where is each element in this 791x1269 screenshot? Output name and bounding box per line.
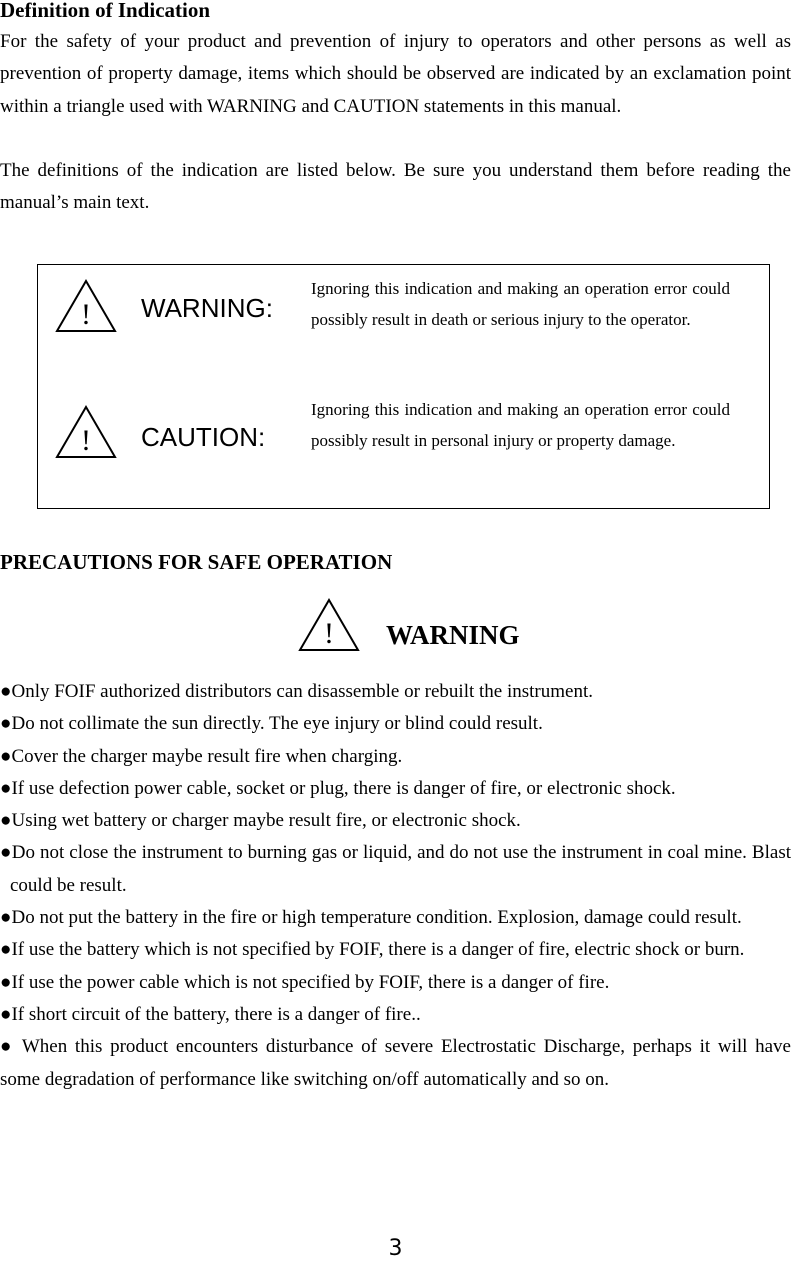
warning-description: Ignoring this indication and making an operation error could possibly result in death or serious injury to the operator. (311, 279, 730, 329)
warning-label: WARNING: (141, 293, 273, 323)
list-item: ●If use the power cable which is not specified by FOIF, there is a danger of fire. (0, 971, 610, 993)
definition-paragraph-1: For the safety of your product and prevention of injury to operators and other persons as well as prevention of property damage, items which should be observed are indicated by an exclamation point within a triangle used with WARNING and CAUTION statements in this manual. (0, 31, 791, 117)
definition-title: Definition of Indication (0, 0, 211, 22)
bullet-icon: ● (0, 810, 12, 832)
definition-paragraph-2: The definitions of the indication are listed below. Be sure you understand them before reading the manual’s main text. (0, 160, 791, 214)
bullet-icon: ● (0, 777, 12, 799)
bullet-icon: ● (0, 1003, 12, 1025)
precautions-triangle-mark: ! (324, 617, 334, 650)
bullet-icon: ● (0, 681, 12, 702)
warning-triangle-icon (55, 279, 117, 333)
precautions-list (0, 676, 791, 1096)
list-item: ●Using wet battery or charger maybe result fire, or electronic shock. (0, 810, 521, 832)
warning-triangle-mark: ! (81, 298, 91, 331)
bullet-icon: ● (0, 1036, 15, 1058)
caution-description: Ignoring this indication and making an operation error could possibly result in personal injury or property damage. (311, 400, 730, 450)
bullet-icon: ● (0, 939, 12, 961)
precautions-warning-triangle-icon (298, 598, 360, 652)
page-number: 3 (388, 1236, 403, 1261)
indication-box (37, 264, 770, 509)
bullet-icon: ● (0, 907, 12, 929)
precautions-warning-label: WARNING (386, 620, 520, 650)
list-item: ●If short circuit of the battery, there is a danger of fire.. (0, 1003, 421, 1025)
list-item: ● When this product encounters disturbance of severe Electrostatic Discharge, perhaps it will have some degradation of performance like switching on/off automatically and so on. (0, 1036, 791, 1090)
list-item: ●Do not collimate the sun directly. The eye injury or blind could result. (0, 713, 543, 735)
caution-triangle-icon (55, 405, 117, 459)
bullet-icon: ● (0, 971, 12, 993)
precautions-title: PRECAUTIONS FOR SAFE OPERATION (0, 550, 393, 574)
list-item: ●Cover the charger maybe result fire when charging. (0, 745, 403, 767)
list-item: ●If use the battery which is not specified by FOIF, there is a danger of fire, electric shock or burn. (0, 939, 745, 961)
caution-triangle-mark: ! (81, 424, 91, 457)
caution-label: CAUTION: (141, 422, 266, 452)
bullet-icon: ● (0, 745, 12, 767)
bullet-icon: ● (0, 842, 12, 864)
bullet-icon: ● (0, 713, 12, 735)
list-item: ●Do not put the battery in the fire or high temperature condition. Explosion, damage could result. (0, 907, 742, 929)
list-item: ●Only FOIF authorized distributors can disassemble or rebuilt the instrument. (0, 681, 593, 702)
list-item: ●Do not close the instrument to burning gas or liquid, and do not use the instrument in coal mine. Blast could be result. (0, 842, 791, 896)
list-item: ●If use defection power cable, socket or plug, there is danger of fire, or electronic shock. (0, 777, 676, 799)
